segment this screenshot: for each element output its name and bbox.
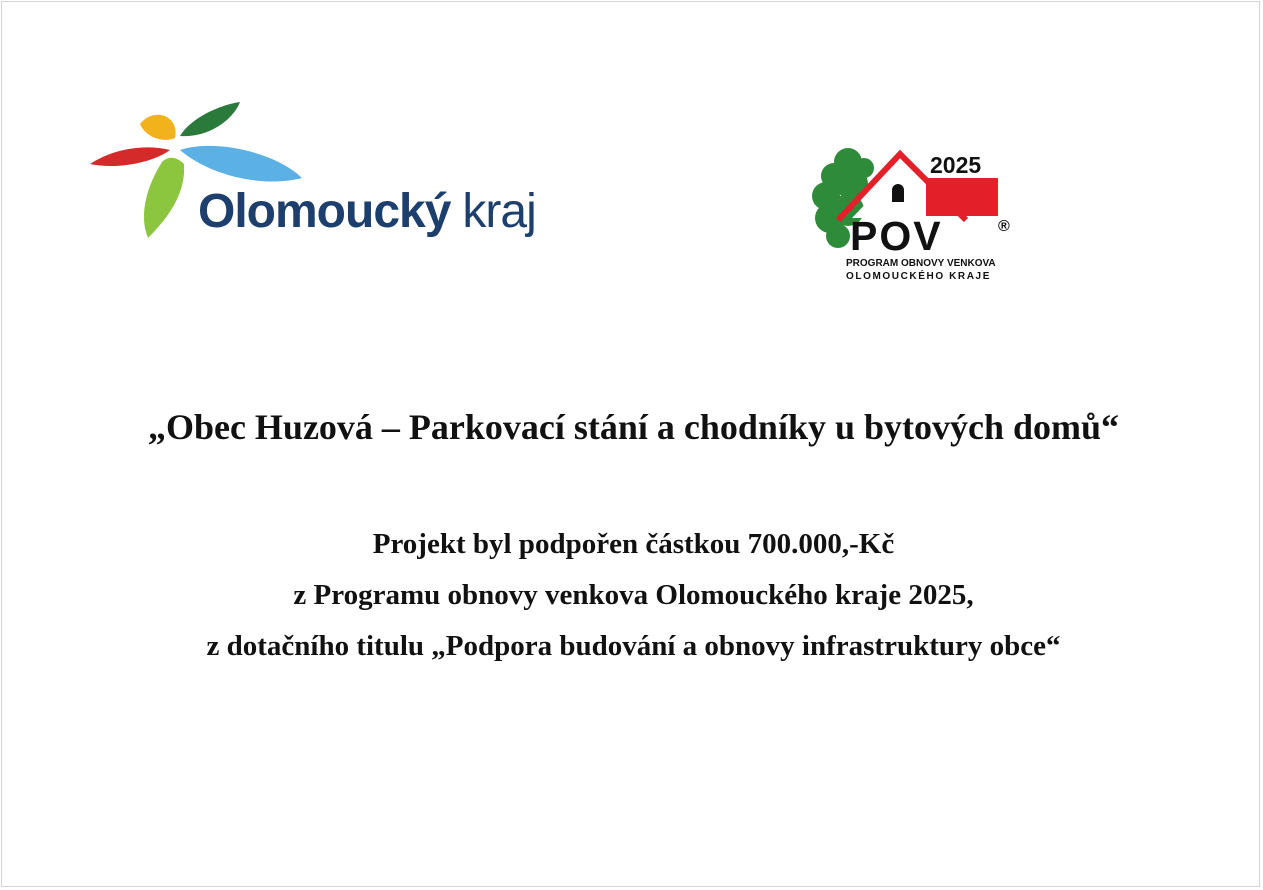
project-title: „Obec Huzová – Parkovací stání a chodníky u bytových domů“ bbox=[147, 407, 1120, 447]
pov-brand: POV bbox=[850, 213, 943, 259]
subsidy-title-line: z dotačního titulu „Podpora budování a obnovy infrastruktury obce“ bbox=[206, 630, 1061, 662]
logo-word-kraj: kraj bbox=[462, 185, 536, 238]
pov-subtitle-line2: OLOMOUCKÉHO KRAJE bbox=[846, 271, 991, 282]
poster-page bbox=[1, 1, 1260, 887]
program-line: z Programu obnovy venkova Olomouckého kraje 2025, bbox=[293, 579, 974, 611]
olomoucky-kraj-logo bbox=[88, 98, 598, 248]
pov-logo bbox=[808, 140, 1024, 288]
pov-year: 2025 bbox=[930, 152, 982, 178]
support-amount-line: Projekt byl podpořen částkou 700.000,-Kč bbox=[372, 528, 895, 560]
logo-word-olomoucky: Olomoucký bbox=[198, 185, 451, 238]
logo-wordmark bbox=[198, 184, 536, 240]
pov-subtitle-line1: PROGRAM OBNOVY VENKOVA bbox=[846, 258, 996, 269]
pov-registered-mark: ® bbox=[998, 218, 1010, 235]
